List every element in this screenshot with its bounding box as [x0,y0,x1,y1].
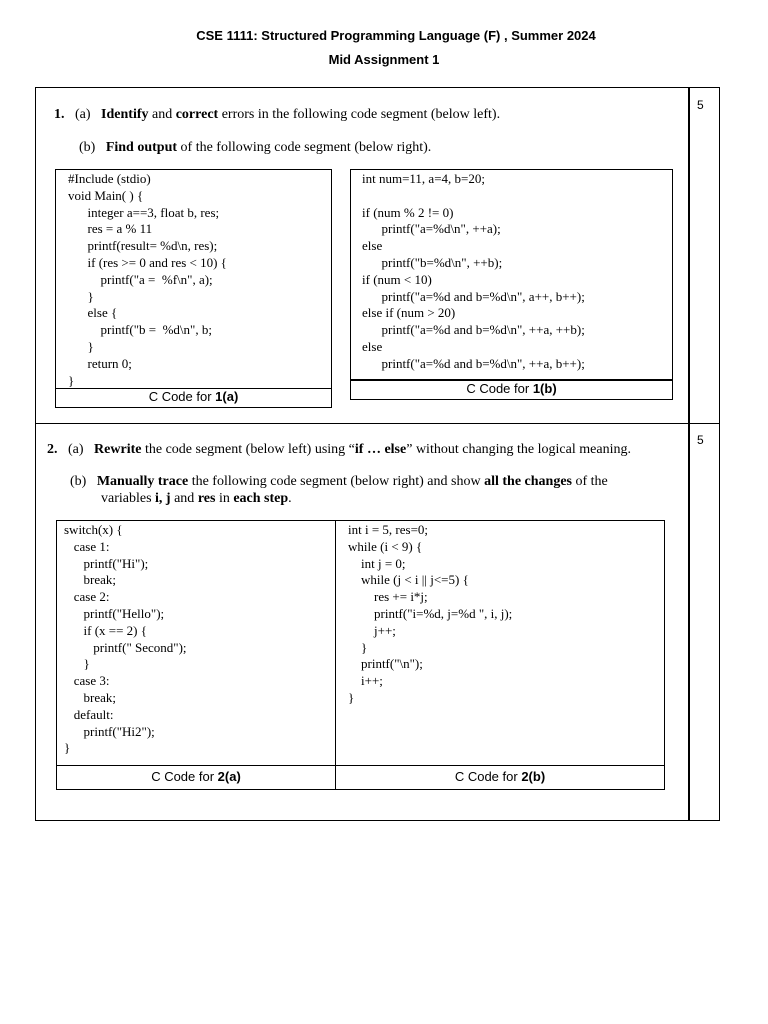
q1a-identify: Identify [101,107,149,122]
q1-marks: 5 [697,98,704,112]
q2a-mid: the code segment (below left) using “ [141,442,355,457]
q2-marks: 5 [697,433,704,447]
q2a-label: (a) [68,442,84,457]
caption-1b-id: 1(b) [532,381,557,396]
code-box-2-divider [335,520,336,790]
marks-column-divider [688,87,690,821]
caption-2a-id: 2(a) [217,769,241,784]
q2b-line2-pre: variables [101,491,156,506]
q2a-rewrite: Rewrite [94,442,142,457]
q1b-text [79,139,431,156]
q2b-text-line1 [70,473,608,490]
q2b-res: res [197,491,216,506]
q1-number: 1. [54,107,65,122]
question-divider [35,423,720,424]
q1a-label: (a) [75,107,91,122]
q2b-in: in [215,491,234,506]
code-1b: int num=11, a=4, b=20; if (num % 2 != 0) printf("a=%d\n", ++a); else printf("b=%d\n", ++b); if (num < 10) printf("a=%d and b=%d\n", a++, b++); else if (num > 20) printf("a=%d and b=%d\n", ++a, ++b); else printf("a=%d and b=%d\n", ++a, b++); [362,171,585,371]
code-2b: int i = 5, res=0; while (i < 9) { int j = 0; while (j < i || j<=5) { res += i*j; printf("i=%d, j=%d ", i, j); j++; } printf("\n"); i++; } [348,522,513,705]
q1b-label: (b) [79,140,96,155]
q1a-rest: errors in the following code segment (below left). [218,107,501,122]
code-1a: #Include (stdio) void Main( ) { integer a==3, float b, res; res = a % 11 printf(result= %d\n, res); if (res >= 0 and res < 10) { printf("a = %f\n", a); } else { printf("b = %d\n", b; } return 0; } [68,171,227,388]
q2a-if-else: if … else [354,442,407,457]
q1a-and: and [148,107,176,122]
q1b-find-output: Find output [105,140,178,155]
caption-1a-prefix: C Code for [148,389,216,404]
q2b-mid1: the following code segment (below right) and show [188,474,485,489]
caption-2b-id: 2(b) [521,769,546,784]
q2b-mid2: of the [571,474,608,489]
caption-2a [56,765,336,790]
q2b-end: . [288,491,292,506]
q1a-correct: correct [175,107,219,122]
code-2a: switch(x) { case 1: printf("Hi"); break; case 2: printf("Hello"); if (x == 2) { printf(" Second"); } case 3: break; default: printf("Hi2"); } [64,522,187,756]
caption-1b-prefix: C Code for [466,381,533,396]
course-title: CSE 1111: Structured Programming Language (F) , Summer 2024 [196,28,596,43]
caption-1a-id: 1(a) [215,389,239,404]
q2-number: 2. [47,442,58,457]
q1a-text [54,106,500,123]
q2b-text-line2 [101,490,292,507]
caption-2b-prefix: C Code for [454,769,522,784]
q2b-and: and [170,491,198,506]
caption-1b [350,380,673,400]
q2a-rest: ” without changing the logical meaning. [406,442,631,457]
q2b-each-step: each step [233,491,289,506]
caption-2b [335,765,665,790]
q2b-manually-trace: Manually trace [96,474,189,489]
caption-1a [55,388,332,408]
q2b-ij: i, j [155,491,171,506]
q2b-label: (b) [70,474,87,489]
caption-2a-prefix: C Code for [151,769,218,784]
q2a-text [47,441,631,458]
assignment-title: Mid Assignment 1 [328,52,440,67]
q1b-rest: of the following code segment (below right). [177,140,432,155]
q2b-all-changes: all the changes [484,474,572,489]
